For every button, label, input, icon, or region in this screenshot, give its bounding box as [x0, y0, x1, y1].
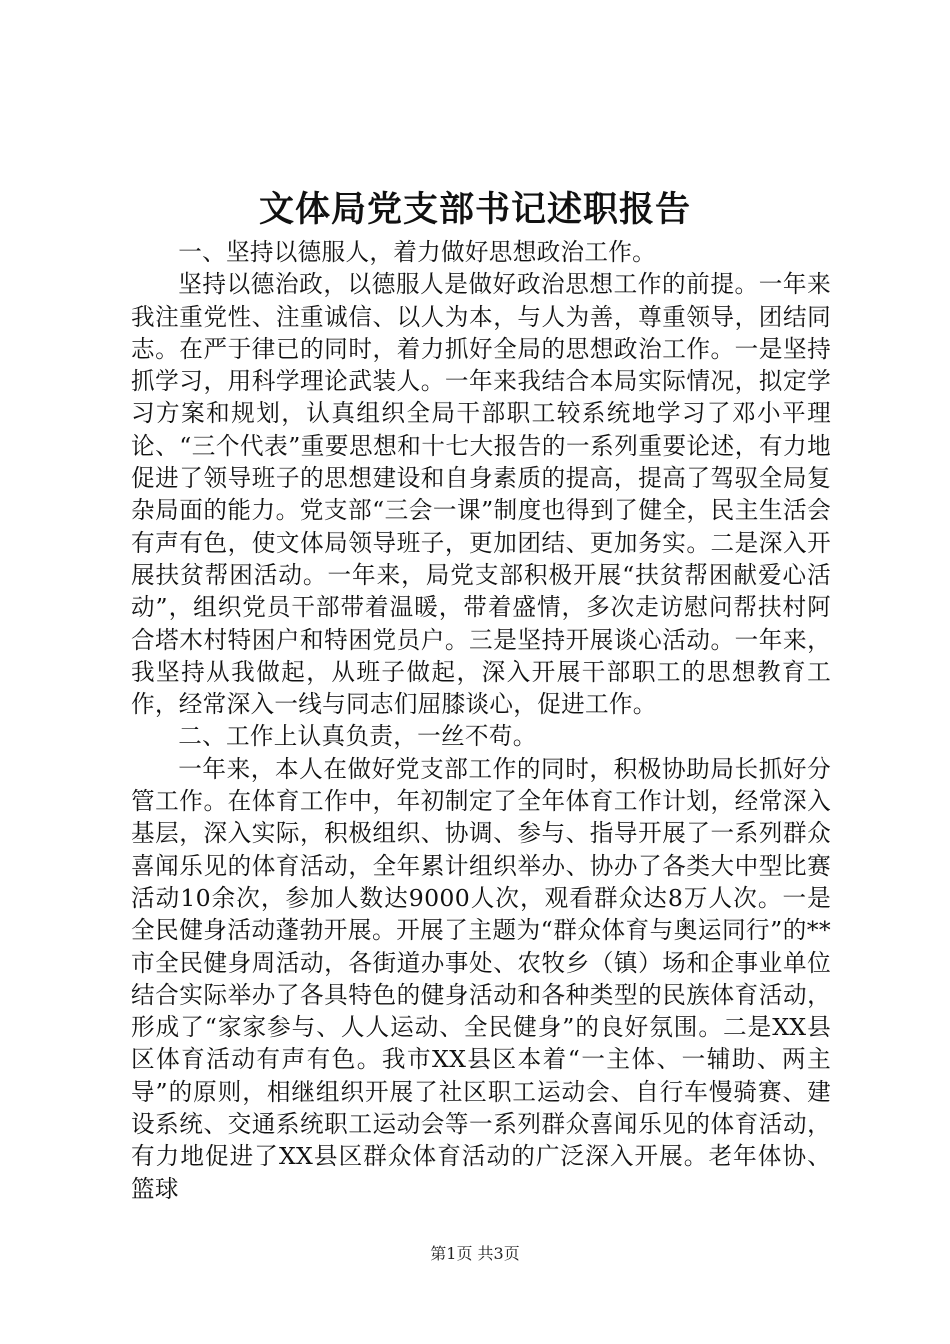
- page-number-footer: 第1页 共3页: [430, 1244, 520, 1263]
- document-title: 文体局党支部书记述职报告: [258, 189, 691, 230]
- document-body: [131, 236, 831, 1205]
- body-paragraph-2: 一年来，本人在做好党支部工作的同时，积极协助局长抓好分管工作。在体育工作中，年初制定了全年体育工作计划，经常深入基层，深入实际，积极组织、协调、参与、指导开展了一系列群众喜闻乐见的体育活动，全年累计组织举办、协办了各类大中型比赛活动10余次，参加人数达9000人次，观看群众达8万人次。一是全民健身活动蓬勃开展。开展了主题为“群众体育与奥运同行”的**市全民健身周活动，各街道办事处、农牧乡（镇）场和企事业单位结合实际举办了各具特色的健身活动和各种类型的民族体育活动，形成了“家家参与、人人运动、全民健身”的良好氛围。二是XX县区体育活动有声有色。我市XX县区本着“一主体、一辅助、两主导”的原则，相继组织开展了社区职工运动会、自行车慢骑赛、建设系统、交通系统职工运动会等一系列群众喜闻乐见的体育活动，有力地促进了XX县区群众体育活动的广泛深入开展。老年体协、篮球: [131, 754, 831, 1203]
- section-heading-2: 二、工作上认真负责，一丝不苟。: [178, 722, 537, 751]
- body-paragraph-1: 坚持以德治政，以德服人是做好政治思想工作的前提。一年来我注重党性、注重诚信、以人为本，与人为善，尊重领导，团结同志。在严于律已的同时，着力抓好全局的思想政治工作。一是坚持抓学习，用科学理论武装人。一年来我结合本局实际情况，拟定学习方案和规划，认真组织全局干部职工较系统地学习了邓小平理论、“三个代表”重要思想和十七大报告的一系列重要论述，有力地促进了领导班子的思想建设和自身素质的提高，提高了驾驭全局复杂局面的能力。党支部“三会一课”制度也得到了健全，民主生活会有声有色，使文体局领导班子，更加团结、更加务实。二是深入开展扶贫帮困活动。一年来，局党支部积极开展“扶贫帮困献爱心活动”，组织党员干部带着温暖，带着盛情，多次走访慰问帮扶村阿合塔木村特困户和特困党员户。三是坚持开展谈心活动。一年来，我坚持从我做起，从班子做起，深入开展干部职工的思想教育工作，经常深入一线与同志们屈膝谈心，促进工作。: [131, 270, 831, 719]
- section-heading-1: 一、坚持以德服人，着力做好思想政治工作。: [178, 238, 657, 266]
